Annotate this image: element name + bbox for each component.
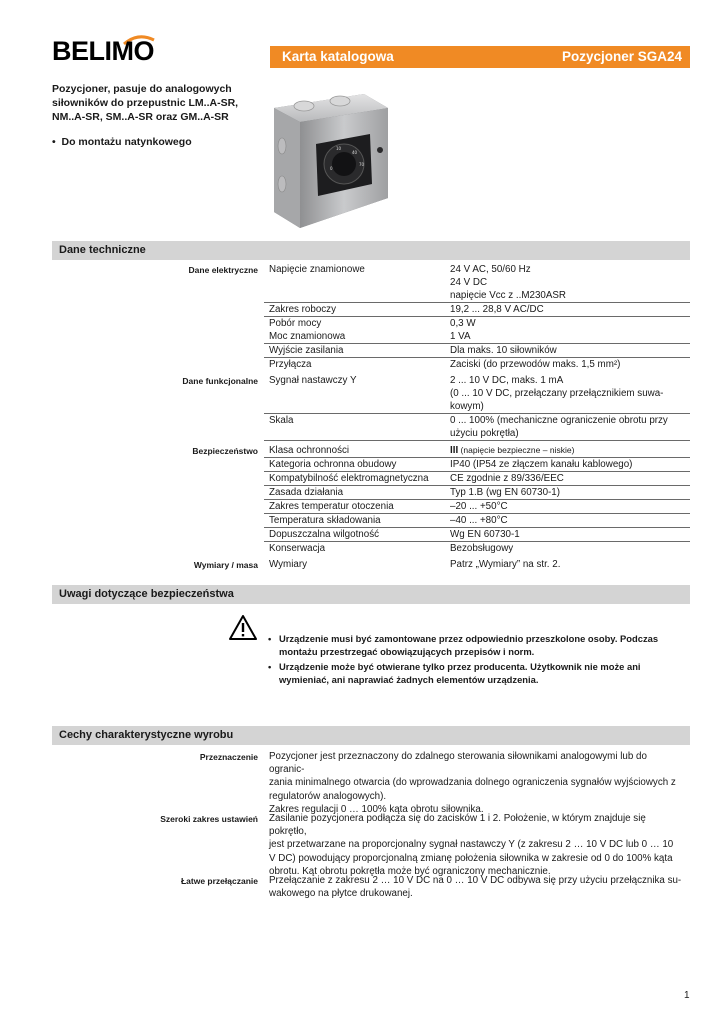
tech-value-line: Zaciski (do przewodów maks. 1,5 mm²)	[450, 359, 621, 370]
brand-name: BELIMO	[52, 36, 154, 66]
svg-text:0: 0	[330, 166, 333, 171]
tech-category: Dane elektryczne	[188, 265, 258, 275]
tech-value	[450, 500, 690, 513]
section-safety-notes: Uwagi dotyczące bezpieczeństwa	[52, 585, 690, 604]
tech-value-line: 24 V AC, 50/60 Hz	[450, 264, 531, 275]
tech-entry	[264, 486, 690, 500]
tech-value	[450, 374, 690, 413]
product-description	[52, 82, 262, 124]
tech-value	[450, 414, 690, 440]
document-type: Karta katalogowa	[282, 49, 394, 64]
tech-entry	[264, 358, 690, 371]
tech-entry	[264, 317, 690, 330]
tech-entry	[264, 414, 690, 441]
tech-row	[52, 472, 690, 486]
tech-value-bold: III	[450, 445, 459, 456]
section-product-features: Cechy charakterystyczne wyrobu	[52, 726, 690, 745]
tech-value-line: Dla maks. 10 siłowników	[450, 345, 557, 356]
feature-easy-switching	[52, 874, 690, 900]
tech-label: Wyjście zasilania	[269, 345, 344, 356]
tech-label: Kompatybilność elektromagnetyczna	[269, 473, 429, 484]
tech-value	[450, 528, 690, 541]
tech-value-line: napięcie Vcc z ..M230ASR	[450, 290, 566, 301]
tech-value	[450, 344, 690, 357]
tech-value	[450, 458, 690, 471]
tech-entry	[264, 263, 690, 303]
tech-value	[450, 317, 690, 330]
tech-label: Zasada działania	[269, 487, 344, 498]
tech-entry	[264, 528, 690, 542]
tech-row	[52, 263, 690, 303]
tech-label: Moc znamionowa	[269, 331, 346, 342]
intro-line: Pozycjoner, pasuje do analogowych	[52, 83, 232, 95]
svg-text:70: 70	[359, 162, 365, 167]
tech-value	[450, 303, 690, 316]
tech-category	[52, 472, 264, 486]
feature-line: Pozycjoner jest przeznaczony do zdalnego sterowania siłownikami analogowymi lub do ogranic-	[269, 751, 647, 776]
svg-text:40: 40	[352, 150, 358, 155]
tech-value	[450, 472, 690, 485]
feature-line: Przełączanie z zakresu 2 … 10 V DC na 0 … 10 V DC odbywa się przy użyciu przełącznika su-	[269, 875, 682, 886]
tech-row	[52, 486, 690, 500]
feature-text	[264, 750, 684, 816]
warning-icon	[228, 614, 258, 641]
tech-row	[52, 374, 690, 414]
tech-value-line	[450, 444, 690, 457]
feature-line: regulatorów analogowych).	[269, 790, 387, 802]
tech-value	[450, 330, 690, 343]
tech-value-line: 2 ... 10 V DC, maks. 1 mA	[450, 375, 564, 386]
tech-row	[52, 414, 690, 441]
feature-text	[264, 874, 684, 900]
tech-entry	[264, 374, 690, 414]
tech-label: Kategoria ochronna obudowy	[269, 459, 397, 470]
tech-row	[52, 303, 690, 317]
tech-value-line: użyciu pokrętła)	[450, 428, 519, 439]
feature-line: jest przetwarzane na proporcjonalny sygnał nastawczy Y (z zakresu 2 … 10 V DC lub 0 … 10	[269, 839, 674, 851]
tech-label: Konserwacja	[269, 543, 326, 554]
technical-data-table	[52, 263, 690, 572]
tech-row	[52, 330, 690, 344]
intro-line: NM..A-SR, SM..A-SR oraz GM..A-SR	[52, 111, 229, 123]
tech-value-line: –40 ... +80°C	[450, 515, 508, 526]
tech-label: Zakres temperatur otoczenia	[269, 501, 394, 512]
tech-label: Klasa ochronności	[269, 445, 350, 456]
feature-line: obrotu. Kąt obrotu pokrętła może być ograniczony mechanicznie.	[269, 865, 551, 877]
tech-category: Wymiary / masa	[193, 560, 258, 570]
tech-entry	[264, 303, 690, 317]
tech-value-line: kowym)	[450, 401, 484, 412]
intro-bullet: • Do montażu natynkowego	[52, 136, 192, 148]
tech-row	[52, 344, 690, 358]
tech-category	[52, 542, 264, 555]
safety-note: • Urządzenie musi być zamontowane przez odpowiednio przeszkolone osoby. Podczas montażu przestrzegać obowiązujących przepisów i norm.	[268, 632, 688, 658]
tech-category	[52, 358, 264, 371]
tech-entry	[264, 500, 690, 514]
tech-value	[450, 263, 690, 302]
tech-category	[52, 303, 264, 317]
tech-entry	[264, 344, 690, 358]
belimo-logo	[52, 34, 160, 68]
tech-row	[52, 458, 690, 472]
feature-purpose	[52, 750, 690, 816]
tech-category	[52, 414, 264, 441]
feature-line: Zakres regulacji 0 … 100% kąta obrotu siłownika.	[269, 803, 484, 815]
tech-value-line: 0,3 W	[450, 318, 476, 329]
tech-row	[52, 317, 690, 330]
tech-value-line: (0 ... 10 V DC, przełączany przełącznikiem suwa-	[450, 388, 664, 399]
feature-text	[264, 812, 684, 878]
tech-label: Sygnał nastawczy Y	[269, 375, 357, 386]
tech-value-line: Wg EN 60730-1	[450, 529, 520, 540]
tech-entry	[264, 558, 690, 572]
tech-value	[450, 358, 690, 371]
feature-label: Przeznaczenie	[199, 752, 258, 762]
tech-row	[52, 358, 690, 371]
tech-value-line: 19,2 ... 28,8 V AC/DC	[450, 304, 544, 315]
feature-label: Łatwe przełączanie	[180, 876, 258, 886]
tech-category	[52, 317, 264, 330]
tech-category	[52, 330, 264, 344]
tech-category	[52, 500, 264, 514]
tech-label: Zakres roboczy	[269, 304, 336, 315]
tech-row	[52, 528, 690, 542]
tech-row	[52, 514, 690, 528]
tech-category: Dane funkcjonalne	[182, 376, 258, 386]
intro-line: siłowników do przepustnic LM..A-SR,	[52, 97, 239, 109]
feature-line: zania minimalnego otwarcia (do wprowadzania dolnego ograniczenia sygnałów wyjściowych z	[269, 777, 676, 789]
tech-category	[52, 458, 264, 472]
tech-label: Skala	[269, 415, 294, 426]
tech-value-line: IP40 (IP54 ze złączem kanału kablowego)	[450, 459, 633, 470]
tech-value	[450, 542, 690, 555]
tech-value	[450, 514, 690, 527]
tech-entry	[264, 472, 690, 486]
product-name: Pozycjoner SGA24	[561, 49, 682, 64]
tech-value-line: Typ 1.B (wg EN 60730-1)	[450, 487, 560, 498]
tech-row	[52, 542, 690, 555]
tech-value	[450, 486, 690, 499]
tech-row	[52, 444, 690, 458]
tech-category	[52, 344, 264, 358]
product-photo	[264, 86, 392, 232]
tech-value-line: CE zgodnie z 89/336/EEC	[450, 473, 564, 484]
feature-line: Zasilanie pozycjonera podłącza się do zacisków 1 i 2. Położenie, w którym znajduje się pokrętło,	[269, 813, 646, 838]
tech-entry	[264, 458, 690, 472]
tech-category: Bezpieczeństwo	[192, 446, 258, 456]
svg-text:10: 10	[336, 146, 342, 151]
tech-entry	[264, 444, 690, 458]
tech-label: Napięcie znamionowe	[269, 264, 365, 275]
tech-entry	[264, 514, 690, 528]
tech-value-line: Bezobsługowy	[450, 543, 514, 554]
tech-label: Wymiary	[269, 559, 308, 570]
tech-value-line: Patrz „Wymiary” na str. 2.	[450, 559, 561, 570]
safety-notes-list	[268, 632, 688, 688]
safety-note: • Urządzenie może być otwierane tylko przez producenta. Użytkownik nie może ani wymieniać, ani naprawiać żadnych elementów urządzenia.	[268, 660, 688, 686]
header-bar	[270, 46, 690, 68]
tech-value-line: 1 VA	[450, 331, 471, 342]
tech-value-line: –20 ... +50°C	[450, 501, 508, 512]
tech-label: Dopuszczalna wilgotność	[269, 529, 379, 540]
section-technical-data: Dane techniczne	[52, 241, 690, 260]
feature-line: wakowego na płytce drukowanej.	[269, 888, 413, 900]
tech-row	[52, 558, 690, 572]
page-number: 1	[684, 990, 690, 1001]
tech-value-line: 0 ... 100% (mechaniczne ograniczenie obrotu przy	[450, 415, 668, 426]
tech-category	[52, 486, 264, 500]
feature-line: V DC) powodujący proporcjonalną zmianę położenia siłownika w zakresie od 0 do 100% kąta	[269, 852, 673, 864]
tech-entry	[264, 330, 690, 344]
tech-label: Przyłącza	[269, 359, 312, 370]
tech-entry	[264, 542, 690, 555]
tech-label: Temperatura składowania	[269, 515, 381, 526]
intro-bullet-text: Do montażu natynkowego	[61, 136, 192, 148]
tech-row	[52, 500, 690, 514]
tech-category	[52, 514, 264, 528]
tech-value-line: 24 V DC	[450, 277, 488, 288]
tech-label: Pobór mocy	[269, 318, 322, 329]
tech-value-note: (napięcie bezpieczne – niskie)	[458, 445, 575, 455]
feature-wide-range	[52, 812, 690, 878]
feature-label: Szeroki zakres ustawień	[160, 814, 258, 824]
tech-value	[450, 444, 690, 457]
tech-value	[450, 558, 690, 572]
tech-category	[52, 528, 264, 542]
